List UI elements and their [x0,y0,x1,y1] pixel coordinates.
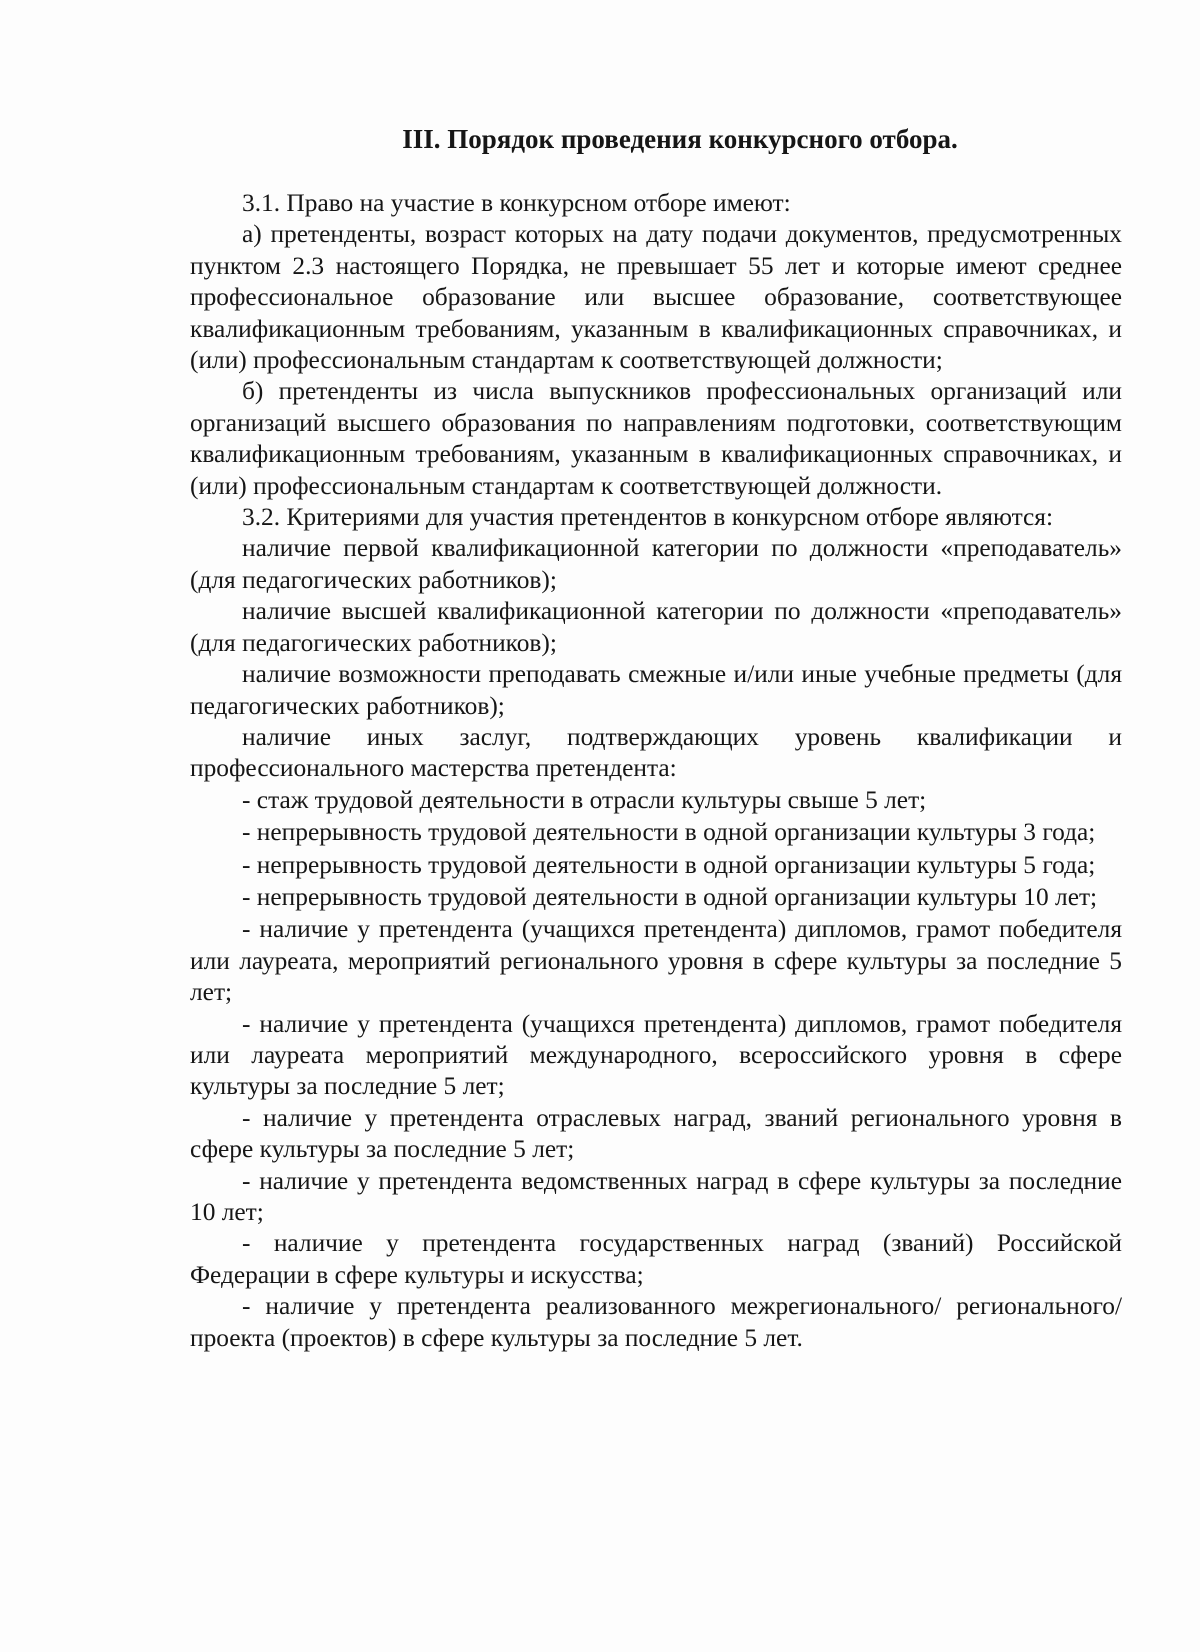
criterion-highest-category: наличие высшей квалификационной категории по должности «преподаватель» (для педагогических работников); [190,597,1122,657]
merit-continuity-5-years: - непрерывность трудовой деятельности в одной организации культуры 5 года; [242,850,1096,879]
merit-regional-diplomas: - наличие у претендента (учащихся претендента) дипломов, грамот победителя или лауреата, мероприятий регионального уровня в сфере культуры за последние 5 лет; [190,915,1122,1007]
merit-regional-project: - наличие у претендента реализованного межрегионального/ регионального/ проекта (проектов) в сфере культуры за последние 5 лет. [190,1292,1122,1352]
criterion-related-subjects: наличие возможности преподавать смежные и/или иные учебные предметы (для педагогических работников); [190,660,1122,720]
paragraph-3-1-a: а) претенденты, возраст которых на дату подачи документов, предусмотренных пунктом 2.3 настоящего Порядка, не превышает 55 лет и которые имеют среднее профессиональное образование или высшее образование, соответствующее квалификационным требованиям, указанным в квалификационных справочниках, и (или) профессиональным стандартам к соответствующей должности; [190,220,1122,375]
criterion-other-merits: наличие иных заслуг, подтверждающих уровень квалификации и профессионального мастерства претендента: [190,722,1122,783]
merit-departmental-awards: - наличие у претендента ведомственных наград в сфере культуры за последние 10 лет; [190,1166,1122,1226]
merit-continuity-3-years: - непрерывность трудовой деятельности в одной организации культуры 3 года; [242,818,1096,847]
merit-continuity-10-years: - непрерывность трудовой деятельности в одной организации культуры 10 лет; [242,882,1098,911]
merit-state-awards: - наличие у претендента государственных наград (званий) Российской Федерации в сфере культуры и искусства; [190,1229,1122,1289]
paragraph-3-1: 3.1. Право на участие в конкурсном отборе имеют: [242,189,791,217]
merit-industry-awards: - наличие у претендента отраслевых наград, званий регионального уровня в сфере культуры за последние 5 лет; [190,1103,1122,1164]
document-body [190,188,1122,1354]
section-heading: III. Порядок проведения конкурсного отбора. [402,124,958,154]
merit-international-diplomas: - наличие у претендента (учащихся претендента) дипломов, грамот победителя или лауреата мероприятий международного, всероссийского уровня в сфере культуры за последние 5 лет; [190,1009,1122,1101]
merit-experience-5-years: - стаж трудовой деятельности в отрасли культуры свыше 5 лет; [242,785,927,814]
paragraph-3-1-b: б) претенденты из числа выпускников профессиональных организаций или организаций высшего образования по направлениям подготовки, соответствующим квалификационным требованиям, указанным в квалификационных справочниках, и (или) профессиональным стандартам к соответствующей должности. [190,377,1122,500]
paragraph-3-2: 3.2. Критериями для участия претендентов в конкурсном отборе являются: [242,503,1054,532]
criterion-first-category: наличие первой квалификационной категории по должности «преподаватель» (для педагогических работников); [190,534,1122,594]
